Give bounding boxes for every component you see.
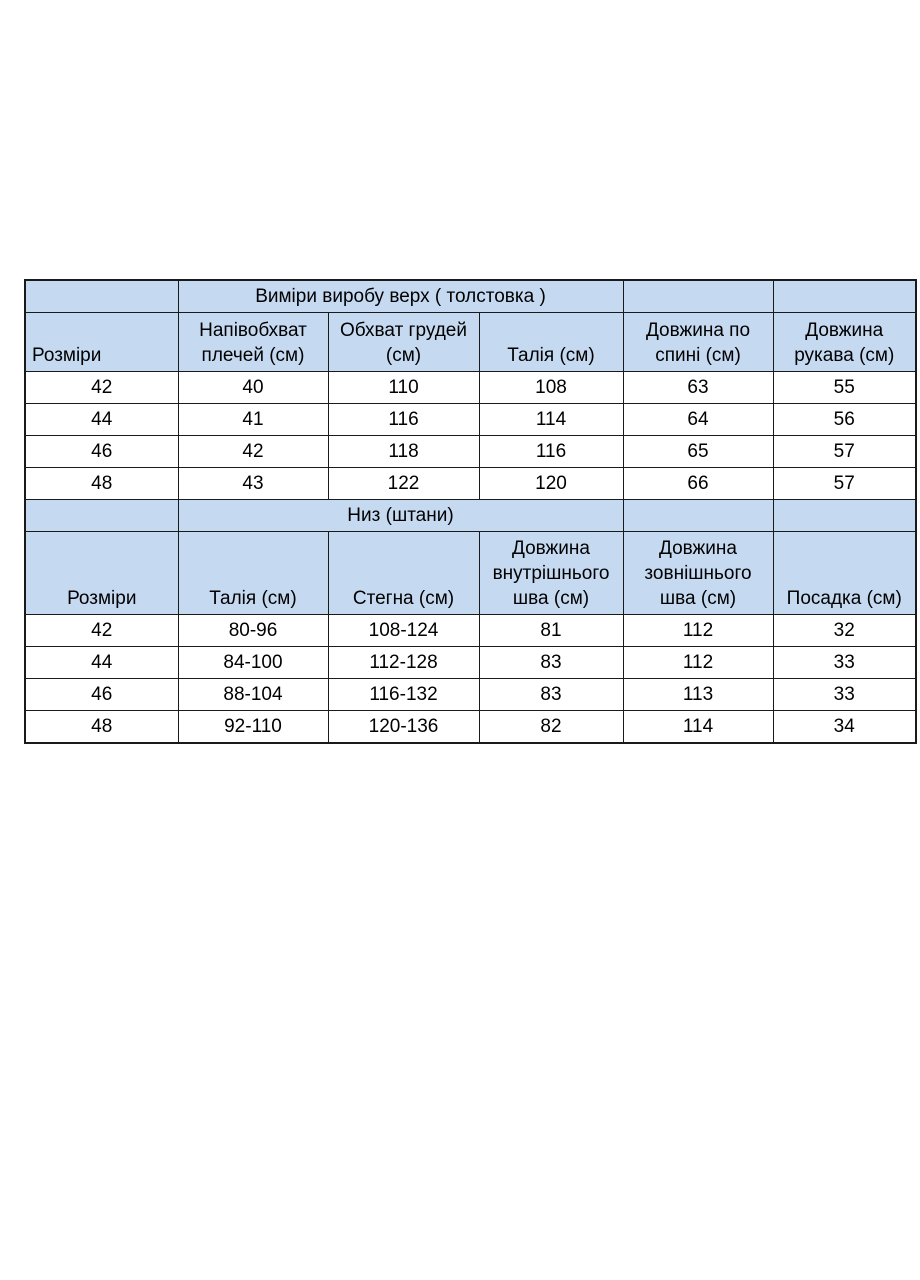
table-row bbox=[25, 468, 916, 500]
header-inseam: Довжина внутрішнього шва (см) bbox=[479, 532, 623, 615]
title-spacer bbox=[623, 500, 773, 532]
cell-value: 42 bbox=[178, 436, 328, 468]
top-title-row bbox=[25, 280, 916, 313]
header-sizes: Розміри bbox=[25, 532, 178, 615]
cell-value: 108 bbox=[479, 372, 623, 404]
header-rise: Посадка (см) bbox=[773, 532, 916, 615]
top-header-row bbox=[25, 313, 916, 372]
cell-value: 56 bbox=[773, 404, 916, 436]
cell-size: 48 bbox=[25, 468, 178, 500]
cell-size: 44 bbox=[25, 647, 178, 679]
cell-value: 120 bbox=[479, 468, 623, 500]
title-spacer bbox=[773, 280, 916, 313]
cell-value: 55 bbox=[773, 372, 916, 404]
cell-value: 108-124 bbox=[328, 615, 479, 647]
cell-value: 113 bbox=[623, 679, 773, 711]
top-section-title: Виміри виробу верх ( толстовка ) bbox=[178, 280, 623, 313]
title-spacer bbox=[25, 280, 178, 313]
header-sleeve-length: Довжина рукава (см) bbox=[773, 313, 916, 372]
table-row bbox=[25, 679, 916, 711]
cell-value: 57 bbox=[773, 468, 916, 500]
cell-value: 32 bbox=[773, 615, 916, 647]
header-hips: Стегна (см) bbox=[328, 532, 479, 615]
cell-value: 116 bbox=[328, 404, 479, 436]
cell-value: 65 bbox=[623, 436, 773, 468]
cell-value: 116-132 bbox=[328, 679, 479, 711]
cell-value: 33 bbox=[773, 647, 916, 679]
bottom-header-row bbox=[25, 532, 916, 615]
cell-value: 116 bbox=[479, 436, 623, 468]
cell-value: 66 bbox=[623, 468, 773, 500]
header-half-shoulders: Напівобхват плечей (см) bbox=[178, 313, 328, 372]
cell-value: 114 bbox=[623, 711, 773, 744]
cell-value: 112 bbox=[623, 647, 773, 679]
cell-value: 80-96 bbox=[178, 615, 328, 647]
header-sizes: Розміри bbox=[25, 313, 178, 372]
cell-value: 84-100 bbox=[178, 647, 328, 679]
cell-value: 82 bbox=[479, 711, 623, 744]
bottom-title-row bbox=[25, 500, 916, 532]
cell-value: 88-104 bbox=[178, 679, 328, 711]
cell-value: 41 bbox=[178, 404, 328, 436]
cell-size: 46 bbox=[25, 436, 178, 468]
table-row bbox=[25, 711, 916, 744]
title-spacer bbox=[773, 500, 916, 532]
table-row bbox=[25, 615, 916, 647]
table-row bbox=[25, 647, 916, 679]
cell-value: 114 bbox=[479, 404, 623, 436]
cell-value: 57 bbox=[773, 436, 916, 468]
cell-value: 63 bbox=[623, 372, 773, 404]
cell-size: 44 bbox=[25, 404, 178, 436]
cell-value: 92-110 bbox=[178, 711, 328, 744]
cell-value: 64 bbox=[623, 404, 773, 436]
cell-value: 81 bbox=[479, 615, 623, 647]
header-chest: Обхват грудей (см) bbox=[328, 313, 479, 372]
header-waist: Талія (см) bbox=[479, 313, 623, 372]
title-spacer bbox=[623, 280, 773, 313]
cell-value: 110 bbox=[328, 372, 479, 404]
bottom-section-title: Низ (штани) bbox=[178, 500, 623, 532]
cell-value: 34 bbox=[773, 711, 916, 744]
size-chart-table bbox=[24, 279, 917, 744]
cell-size: 42 bbox=[25, 372, 178, 404]
cell-size: 42 bbox=[25, 615, 178, 647]
header-back-length: Довжина по спині (см) bbox=[623, 313, 773, 372]
table-row bbox=[25, 436, 916, 468]
cell-value: 83 bbox=[479, 679, 623, 711]
table-row bbox=[25, 372, 916, 404]
cell-value: 118 bbox=[328, 436, 479, 468]
table-row bbox=[25, 404, 916, 436]
header-outseam: Довжина зовнішнього шва (см) bbox=[623, 532, 773, 615]
header-waist: Талія (см) bbox=[178, 532, 328, 615]
cell-value: 112 bbox=[623, 615, 773, 647]
cell-value: 122 bbox=[328, 468, 479, 500]
cell-value: 40 bbox=[178, 372, 328, 404]
cell-value: 33 bbox=[773, 679, 916, 711]
cell-value: 120-136 bbox=[328, 711, 479, 744]
cell-value: 43 bbox=[178, 468, 328, 500]
cell-value: 83 bbox=[479, 647, 623, 679]
title-spacer bbox=[25, 500, 178, 532]
cell-size: 46 bbox=[25, 679, 178, 711]
cell-value: 112-128 bbox=[328, 647, 479, 679]
cell-size: 48 bbox=[25, 711, 178, 744]
